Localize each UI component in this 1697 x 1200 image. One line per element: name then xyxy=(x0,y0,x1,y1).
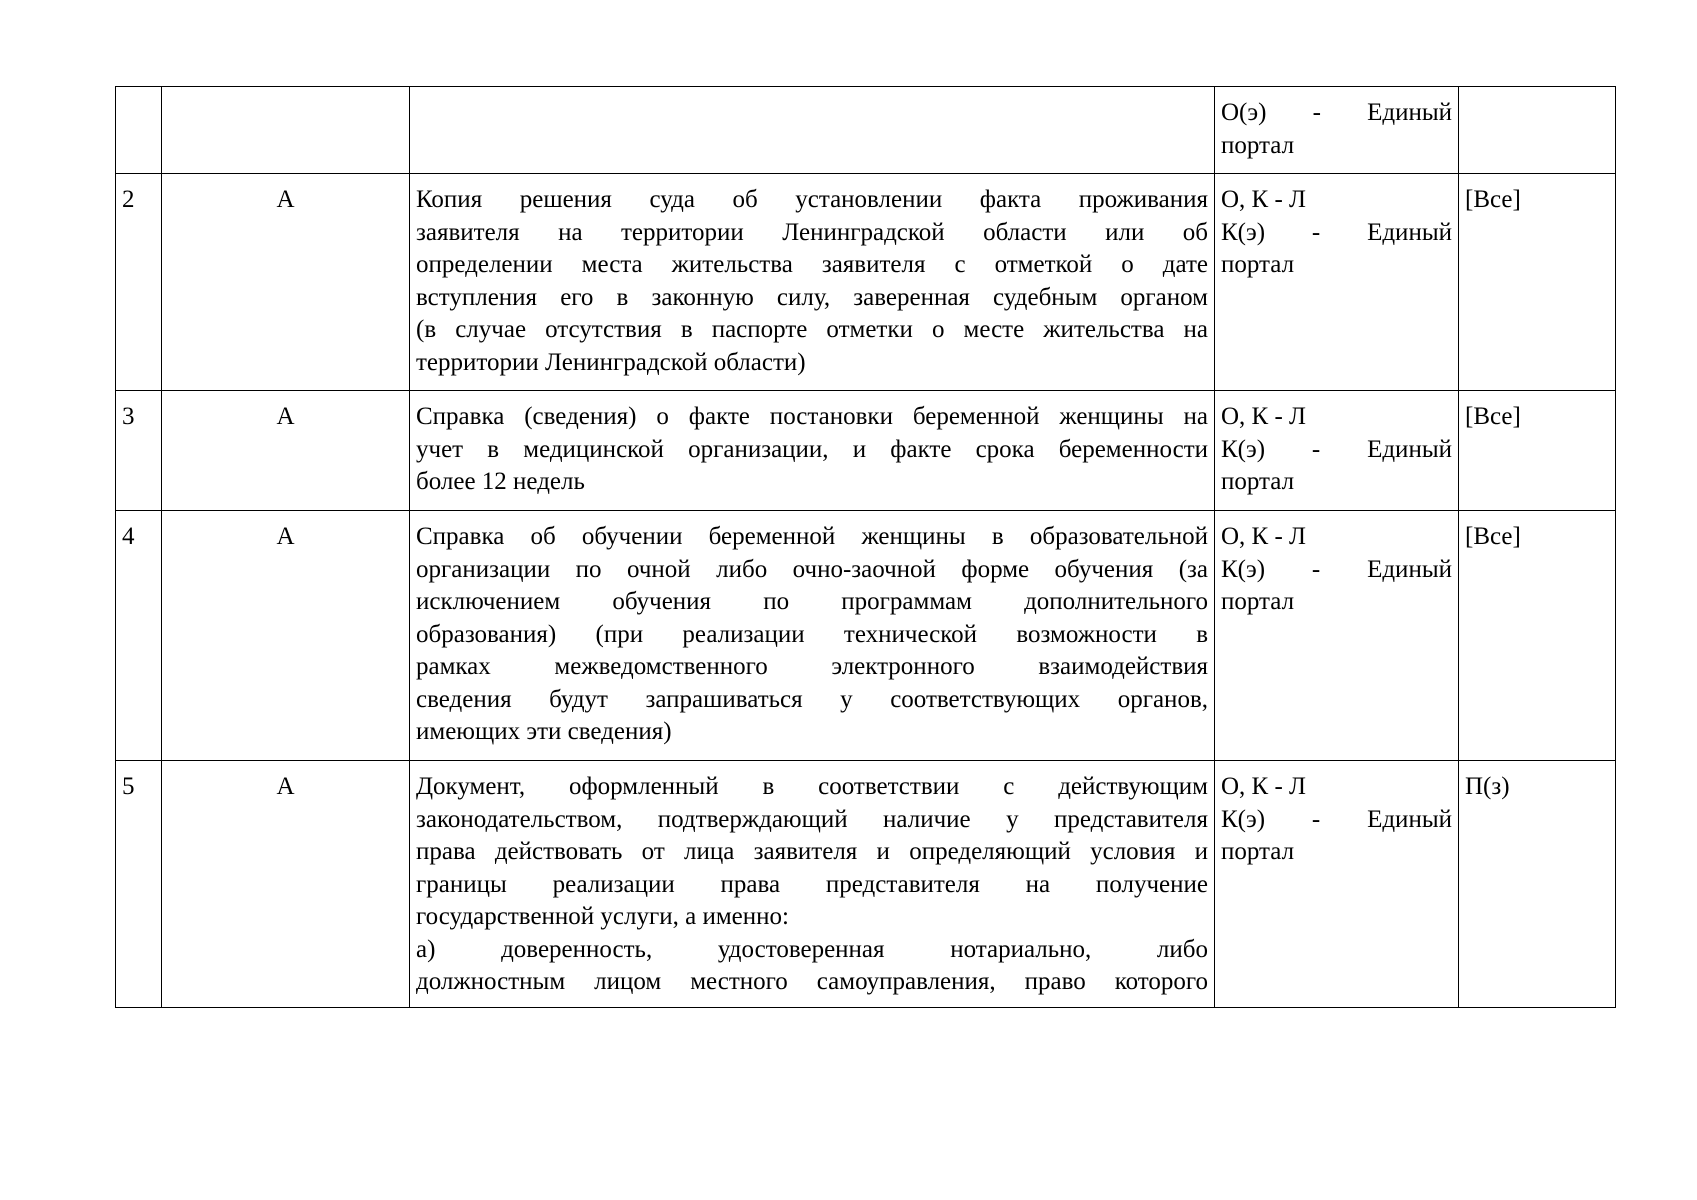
description-line: исключением обучения по программам дополнительного xyxy=(416,588,1208,615)
row-number-cell xyxy=(116,87,162,174)
category-cell xyxy=(162,87,410,174)
description-line: сведения будут запрашиваться у соответствующих органов, xyxy=(416,685,1208,713)
method-line: К(э) - Единый xyxy=(1221,555,1452,583)
method-line: О, К - Л xyxy=(1221,773,1307,800)
table-row xyxy=(116,87,1616,174)
method-line: К(э) - Единый xyxy=(1221,805,1452,833)
category-cell: А xyxy=(162,511,410,761)
applicants-cell: [Все] xyxy=(1459,174,1616,391)
table-row xyxy=(116,761,1616,1008)
description-line: организации по очной либо очно-заочной форме обучения (за xyxy=(416,555,1208,583)
method-line: портал xyxy=(1221,588,1295,615)
description-line: учет в медицинской организации, и факте срока беременности xyxy=(416,435,1208,463)
description-line: государственной услуги, а именно: xyxy=(416,903,789,930)
description-line: Документ, оформленный в соответствии с действующим xyxy=(416,773,1208,800)
method-cell xyxy=(1215,391,1459,511)
table-row xyxy=(116,174,1616,391)
description-line: законодательством, подтверждающий наличие у представителя xyxy=(416,805,1208,833)
category-cell: А xyxy=(162,761,410,1008)
description-line: имеющих эти сведения) xyxy=(416,718,672,745)
description-cell xyxy=(410,761,1215,1008)
applicants-cell: П(з) xyxy=(1459,761,1616,1008)
documents-table xyxy=(115,86,1616,1008)
row-number-cell: 2 xyxy=(116,174,162,391)
description-line: должностным лицом местного самоуправления, право которого xyxy=(416,968,1208,995)
description-line: более 12 недель xyxy=(416,468,585,495)
method-cell xyxy=(1215,174,1459,391)
method-line: портал xyxy=(1221,131,1295,159)
method-line: К(э) - Единый xyxy=(1221,435,1452,463)
description-line: Справка об обучении беременной женщины в образовательной xyxy=(416,523,1208,550)
description-cell xyxy=(410,511,1215,761)
table-row xyxy=(116,391,1616,511)
description-line: заявителя на территории Ленинградской области или об xyxy=(416,218,1208,246)
row-number-cell: 5 xyxy=(116,761,162,1008)
category-cell: А xyxy=(162,174,410,391)
description-line: границы реализации права представителя на получение xyxy=(416,870,1208,898)
method-line: О, К - Л xyxy=(1221,403,1307,430)
description-line: (в случае отсутствия в паспорте отметки о месте жительства на xyxy=(416,316,1208,343)
applicants-cell: [Все] xyxy=(1459,391,1616,511)
description-line: вступления его в законную силу, заверенная судебным органом xyxy=(416,283,1208,311)
description-line: рамках межведомственного электронного взаимодействия xyxy=(416,653,1208,680)
table-row xyxy=(116,511,1616,761)
method-line: О(э) - Единый xyxy=(1221,99,1452,126)
row-number-cell: 3 xyxy=(116,391,162,511)
description-line: Копия решения суда об установлении факта проживания xyxy=(416,186,1208,213)
method-line: портал xyxy=(1221,251,1295,278)
applicants-cell: [Все] xyxy=(1459,511,1616,761)
description-line: а) доверенность, удостоверенная нотариально, либо xyxy=(416,935,1208,963)
description-cell xyxy=(410,174,1215,391)
description-line: права действовать от лица заявителя и определяющий условия и xyxy=(416,838,1208,865)
documents-table-body xyxy=(116,87,1616,1008)
method-cell xyxy=(1215,761,1459,1008)
method-line: К(э) - Единый xyxy=(1221,218,1452,246)
category-cell: А xyxy=(162,391,410,511)
method-line: портал xyxy=(1221,838,1295,865)
method-line: О, К - Л xyxy=(1221,523,1307,550)
description-line: образования) (при реализации технической возможности в xyxy=(416,620,1208,648)
row-number-cell: 4 xyxy=(116,511,162,761)
method-line: портал xyxy=(1221,468,1295,495)
description-line: территории Ленинградской области) xyxy=(416,348,806,376)
method-cell xyxy=(1215,87,1459,174)
applicants-cell xyxy=(1459,87,1616,174)
description-cell xyxy=(410,87,1215,174)
description-line: Справка (сведения) о факте постановки беременной женщины на xyxy=(416,403,1208,430)
description-cell xyxy=(410,391,1215,511)
description-line: определении места жительства заявителя с отметкой о дате xyxy=(416,251,1208,278)
method-cell xyxy=(1215,511,1459,761)
method-line: О, К - Л xyxy=(1221,186,1307,213)
